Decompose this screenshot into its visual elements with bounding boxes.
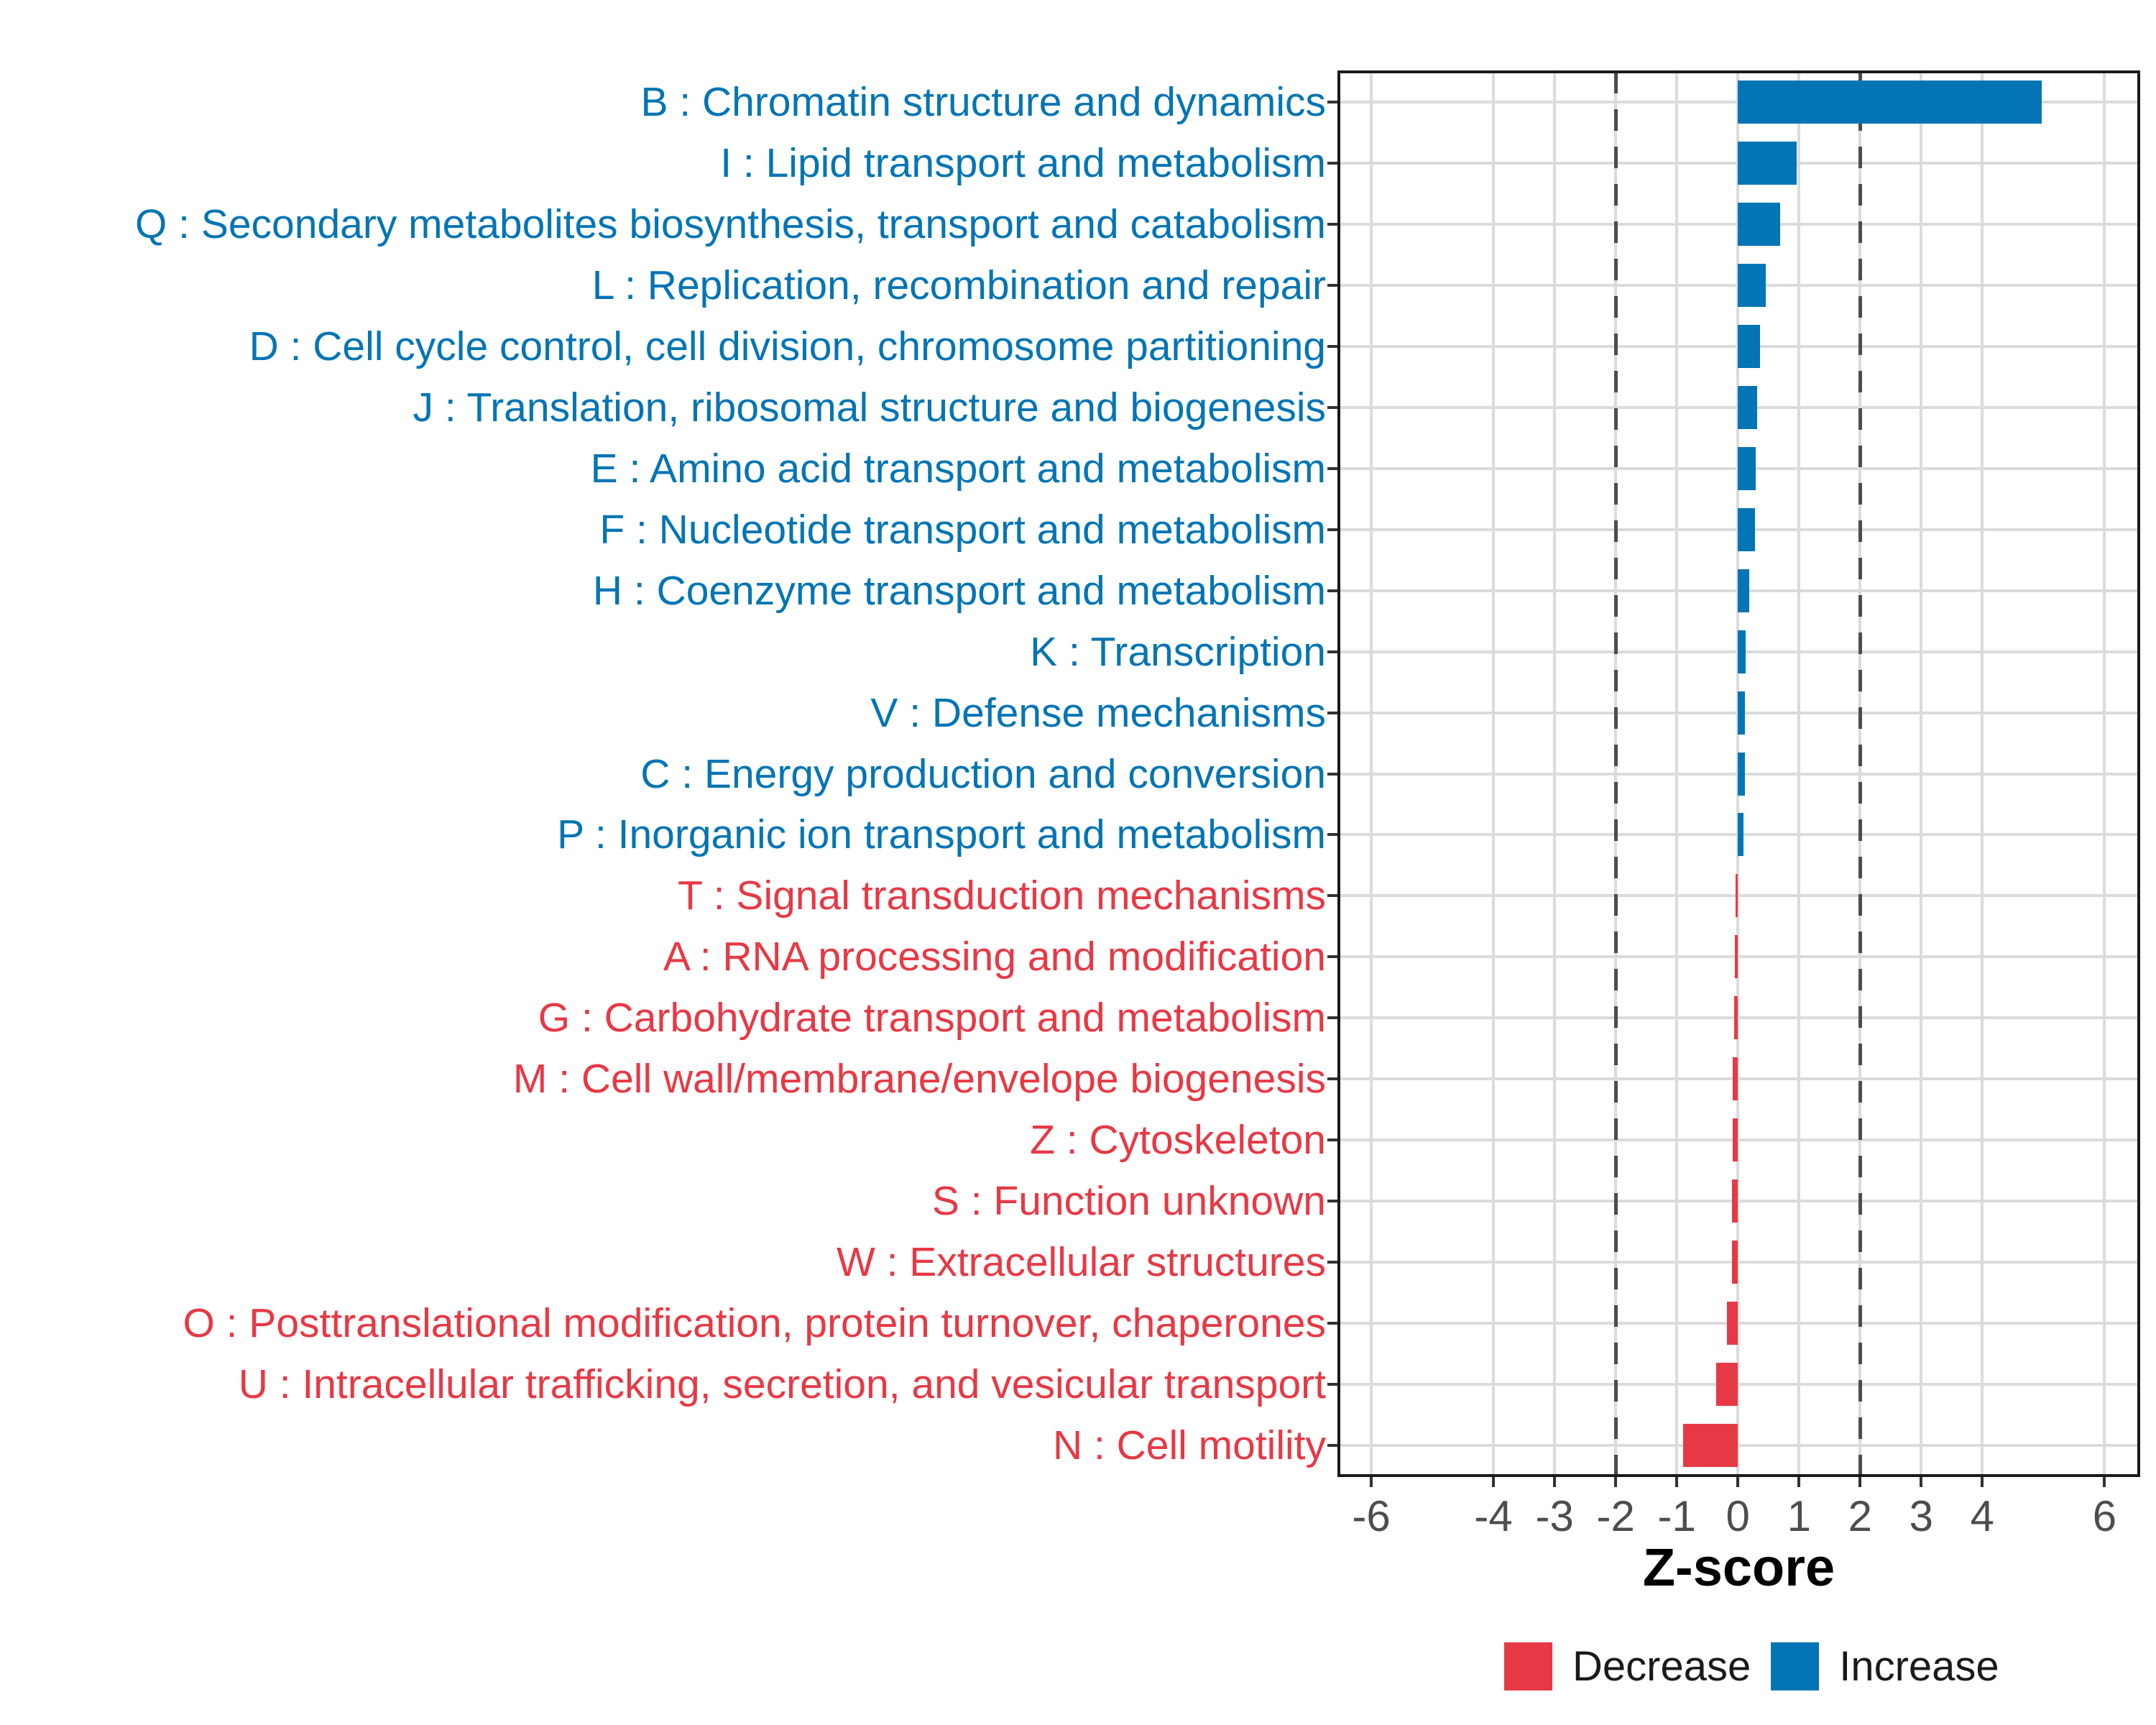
x-axis-tick: [1553, 1477, 1556, 1487]
y-axis-tick: [1327, 1261, 1337, 1264]
y-axis-tick: [1327, 1383, 1337, 1386]
bar-F: [1738, 508, 1755, 551]
legend-label-increase: Increase: [1839, 1643, 1999, 1690]
bar-H: [1738, 569, 1749, 612]
y-axis-tick: [1327, 1200, 1337, 1202]
category-label: A : RNA processing and modification: [663, 934, 1326, 980]
x-axis-tick-label: 0: [1726, 1492, 1750, 1540]
category-label: S : Function unknown: [931, 1177, 1326, 1224]
category-label: D : Cell cycle control, cell division, chromosome partitioning: [249, 323, 1326, 370]
y-axis-tick: [1327, 833, 1337, 836]
x-axis-tick-label: -3: [1535, 1492, 1574, 1540]
x-axis-tick-label: -6: [1352, 1492, 1391, 1540]
gridline-vertical: [1553, 72, 1556, 1476]
legend-label-decrease: Decrease: [1572, 1643, 1751, 1690]
gridline-vertical: [1797, 72, 1800, 1476]
dashed-reference-line: [1614, 72, 1618, 1476]
bar-I: [1738, 142, 1797, 185]
bar-T: [1736, 874, 1738, 917]
category-label: I : Lipid transport and metabolism: [720, 140, 1326, 187]
x-axis-tick-label: 2: [1848, 1492, 1872, 1540]
x-axis-tick: [1858, 1477, 1861, 1487]
category-label: M : Cell wall/membrane/envelope biogenesis: [512, 1056, 1326, 1103]
category-label: C : Energy production and conversion: [640, 750, 1326, 797]
category-label: L : Replication, recombination and repair: [591, 262, 1326, 309]
y-axis-tick: [1327, 406, 1337, 409]
y-axis-tick: [1327, 1138, 1337, 1141]
x-axis-tick: [1492, 1477, 1495, 1487]
plot-panel: [1339, 72, 2139, 1476]
category-label: B : Chromatin structure and dynamics: [640, 79, 1326, 126]
x-axis-tick-label: 4: [1970, 1492, 1995, 1540]
x-axis-tick: [1981, 1477, 1984, 1487]
category-label: F : Nucleotide transport and metabolism: [599, 506, 1326, 553]
x-axis-tick: [1675, 1477, 1678, 1487]
category-label: O : Posttranslational modification, protein turnover, chaperones: [183, 1300, 1326, 1346]
dashed-reference-line: [1858, 72, 1862, 1476]
bar-B: [1738, 80, 2042, 124]
bar-S: [1732, 1179, 1738, 1223]
gridline-vertical: [1675, 72, 1678, 1476]
category-label: P : Inorganic ion transport and metabolism: [557, 811, 1326, 858]
legend-swatch-decrease: [1504, 1642, 1552, 1690]
bar-C: [1738, 753, 1744, 796]
category-label: J : Translation, ribosomal structure and biogenesis: [413, 385, 1326, 431]
category-label: V : Defense mechanisms: [870, 689, 1326, 736]
x-axis-tick: [1370, 1477, 1373, 1487]
x-axis-tick: [1797, 1477, 1800, 1487]
gridline-vertical: [1981, 72, 1984, 1476]
bar-G: [1734, 996, 1738, 1039]
gridline-vertical: [2103, 72, 2106, 1476]
bar-J: [1738, 386, 1757, 429]
bar-Q: [1738, 203, 1780, 246]
category-label: Q : Secondary metabolites biosynthesis, transport and catabolism: [134, 201, 1326, 248]
gridline-vertical: [1370, 72, 1373, 1476]
x-axis-tick-label: -2: [1596, 1492, 1635, 1540]
category-label: T : Signal transduction mechanisms: [678, 873, 1326, 919]
bar-V: [1738, 691, 1745, 735]
bar-O: [1727, 1302, 1738, 1345]
y-axis-tick: [1327, 345, 1337, 348]
category-label: N : Cell motility: [1052, 1422, 1326, 1468]
bar-N: [1683, 1424, 1738, 1467]
y-axis-tick: [1327, 101, 1337, 104]
x-axis-tick: [2103, 1477, 2106, 1487]
x-axis-tick-label: 1: [1787, 1492, 1811, 1540]
bar-L: [1738, 264, 1766, 307]
bar-D: [1738, 325, 1760, 368]
category-label: U : Intracellular trafficking, secretion, and vesicular transport: [238, 1361, 1326, 1407]
y-axis-tick: [1327, 1444, 1337, 1447]
bar-M: [1733, 1057, 1738, 1100]
bar-E: [1738, 447, 1756, 490]
x-axis-tick-label: -4: [1474, 1492, 1513, 1540]
y-axis-tick: [1327, 162, 1337, 165]
bar-U: [1716, 1363, 1738, 1406]
y-axis-tick: [1327, 223, 1337, 226]
y-axis-tick: [1327, 1016, 1337, 1019]
y-axis-tick: [1327, 894, 1337, 897]
y-axis-tick: [1327, 589, 1337, 592]
y-axis-tick: [1327, 467, 1337, 470]
y-axis-tick: [1327, 955, 1337, 958]
x-axis-tick: [1736, 1477, 1739, 1487]
category-label: Z : Cytoskeleton: [1030, 1116, 1326, 1163]
y-axis-tick: [1327, 528, 1337, 531]
category-label: K : Transcription: [1030, 628, 1326, 675]
x-axis-tick: [1614, 1477, 1617, 1487]
category-label: G : Carbohydrate transport and metabolism: [538, 995, 1326, 1041]
legend: [1504, 1642, 1999, 1690]
category-label: H : Coenzyme transport and metabolism: [592, 567, 1326, 614]
bar-P: [1738, 813, 1743, 856]
category-label: W : Extracellular structures: [837, 1238, 1326, 1285]
y-axis-tick: [1327, 650, 1337, 653]
category-label: E : Amino acid transport and metabolism: [590, 445, 1326, 492]
bar-K: [1738, 630, 1746, 673]
y-axis-tick: [1327, 1077, 1337, 1080]
x-axis-tick-label: 6: [2092, 1492, 2117, 1540]
y-axis-tick: [1327, 1322, 1337, 1325]
x-axis-tick-label: -1: [1657, 1492, 1696, 1540]
x-axis-title: Z-score: [1642, 1537, 1835, 1597]
legend-swatch-increase: [1771, 1642, 1819, 1690]
gridline-vertical: [1920, 72, 1922, 1476]
y-axis-tick: [1327, 284, 1337, 287]
y-axis-tick: [1327, 773, 1337, 776]
bar-W: [1732, 1241, 1738, 1284]
y-axis-tick: [1327, 712, 1337, 714]
bar-A: [1735, 935, 1738, 978]
x-axis-tick: [1920, 1477, 1922, 1487]
gridline-vertical: [1492, 72, 1495, 1476]
x-axis-tick-label: 3: [1909, 1492, 1933, 1540]
bar-Z: [1733, 1118, 1738, 1162]
